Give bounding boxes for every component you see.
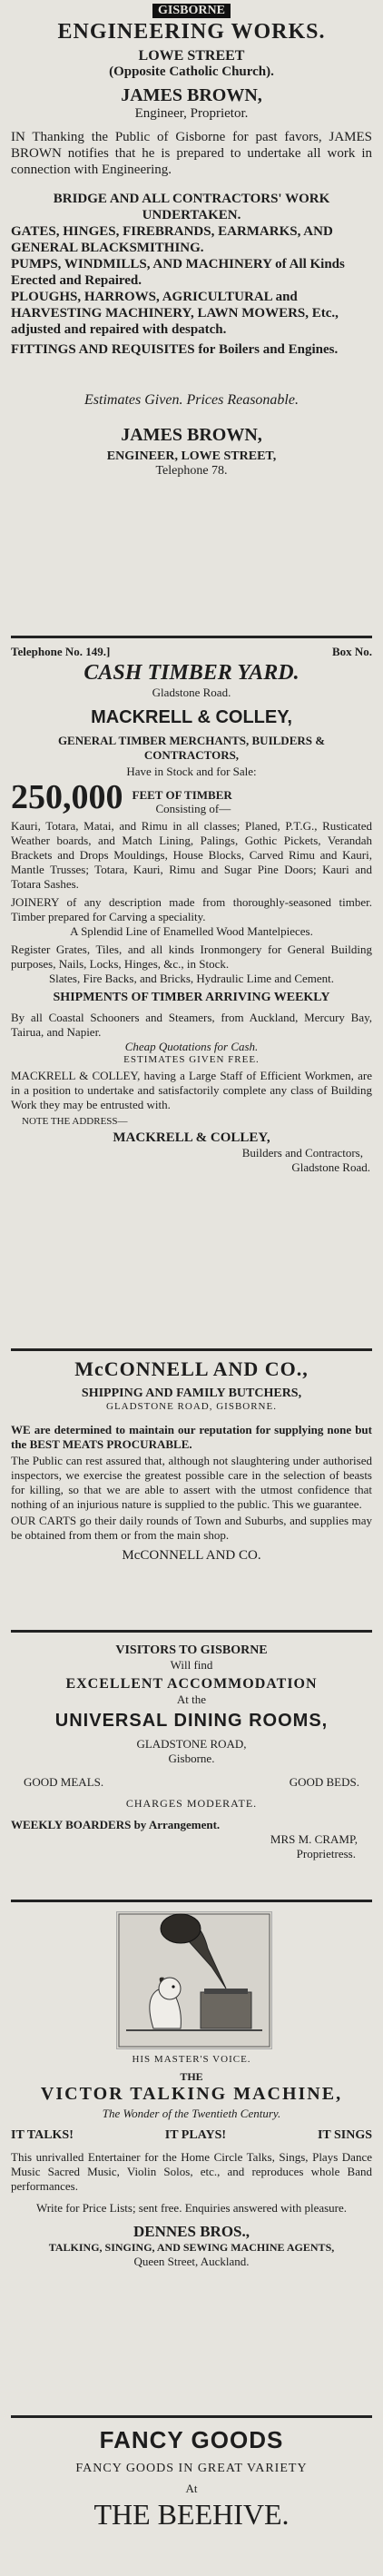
firm-description: TALKING, SINGING, AND SEWING MACHINE AGENTS,: [48, 2241, 335, 2254]
owner-role: Engineer, Proprietor.: [134, 106, 249, 121]
divider: [11, 1900, 372, 1902]
owner-name: JAMES BROWN,: [121, 85, 262, 105]
consisting-label: Consisting of—: [155, 802, 231, 815]
intro-paragraph: IN Thanking the Public of Gisborne for past favors, JAMES BROWN notifies that he is prepared to undertake all work in connection with Engineering.: [11, 130, 372, 177]
at-label: At: [185, 2482, 198, 2495]
service-item: BRIDGE AND ALL CONTRACTORS' WORK UNDERTAKEN.: [53, 192, 330, 222]
signature-line: ENGINEER, LOWE STREET,: [106, 449, 277, 463]
estimates-line: ESTIMATES GIVEN FREE.: [123, 1054, 260, 1065]
paragraph-1: WE are determined to maintain our reputation for supplying none but the BEST MEATS PROCURABLE.: [11, 1423, 372, 1451]
victor-machine-ad: [0, 2054, 383, 2269]
timber-amount: 250,000: [11, 778, 123, 816]
address: LOWE STREET: [138, 48, 245, 64]
divider: [11, 636, 372, 638]
sings-line: IT SINGS: [317, 2128, 372, 2142]
dining-rooms-ad: [0, 1643, 383, 1861]
boarders-line: WEEKLY BOARDERS by Arrangement.: [11, 1818, 221, 1831]
divider: [11, 1348, 372, 1351]
town: Gisborne.: [168, 1752, 215, 1765]
paragraph-2: The Public can rest assured that, although not slaughtering under authorised inspectors, we exercise the greatest possible care in the selection of beasts for killing, so that we are able to assert with the utmost confidence that nothing of an injurious nature is supplied to the public. This we guarantee.: [11, 1454, 372, 1511]
mantel-text: A Splendid Line of Enamelled Wood Mantelpieces.: [70, 924, 313, 938]
timber-yard-ad: [0, 645, 383, 1175]
wonder-line: The Wonder of the Twentieth Century.: [102, 2107, 281, 2120]
visitors-heading: VISITORS TO GISBORNE: [115, 1643, 268, 1657]
fancy-goods-ad: [0, 2426, 383, 2532]
beds-line: GOOD BEDS.: [289, 1775, 359, 1789]
services-list: [0, 191, 383, 358]
signature-firm: MACKRELL & COLLEY,: [113, 1130, 270, 1145]
excellent-accommodation: EXCELLENT ACCOMMODATION: [65, 1676, 318, 1692]
address-note: (Opposite Catholic Church).: [109, 64, 274, 79]
dining-rooms-name: UNIVERSAL DINING ROOMS,: [54, 1711, 329, 1731]
service-item: PUMPS, WINDMILLS, AND MACHINERY of All Kinds Erected and Repaired.: [11, 257, 345, 288]
plays-line: IT PLAYS!: [164, 2128, 227, 2142]
service-item: GATES, HINGES, FIREBRANDS, EARMARKS, AND GENERAL BLACKSMITHING.: [11, 224, 333, 255]
signature: McCONNELL AND CO.: [122, 1548, 261, 1563]
note-address: NOTE THE ADDRESS—: [22, 1116, 128, 1127]
slates-text: Slates, Fire Backs, and Bricks, Hydraulic Lime and Cement.: [48, 972, 335, 985]
telephone: Telephone 78.: [155, 464, 228, 478]
the-label: THE: [180, 2070, 203, 2083]
telephone: Telephone No. 149.]: [11, 645, 111, 658]
proprietor: MRS M. CRAMP,: [270, 1832, 358, 1846]
amount-row: [0, 779, 383, 815]
ad-subtitle: SHIPPING AND FAMILY BUTCHERS,: [81, 1387, 302, 1400]
road: Gladstone Road.: [152, 686, 231, 699]
paragraph-3: OUR CARTS go their daily rounds of Town and Suburbs, and supplies may be obtained from them or from the main shop.: [11, 1514, 372, 1542]
ad-title: VICTOR TALKING MACHINE,: [40, 2084, 343, 2104]
signature-role: Builders and Contractors,: [241, 1146, 363, 1160]
butchers-ad: [0, 1357, 383, 1564]
ad-title: FANCY GOODS: [99, 2426, 284, 2453]
divider: [11, 1630, 372, 1633]
talks-line: IT TALKS!: [11, 2128, 74, 2142]
place-heading: GISBORNE: [152, 4, 231, 18]
ad-subtitle: FANCY GOODS IN GREAT VARIETY: [75, 2462, 308, 2475]
store-name: THE BEEHIVE.: [93, 2498, 290, 2531]
estimates-line: Estimates Given. Prices Reasonable.: [84, 392, 299, 408]
firm-description: GENERAL TIMBER MERCHANTS, BUILDERS & CONTRACTORS,: [57, 734, 326, 762]
quotations-line: Cheap Quotations for Cash.: [124, 1040, 259, 1053]
amount-unit: FEET OF TIMBER: [132, 788, 232, 802]
signature-name: JAMES BROWN,: [121, 425, 262, 445]
ad-title: ENGINEERING WORKS.: [57, 20, 326, 44]
divider: [11, 2415, 372, 2418]
firm-name: MACKRELL & COLLEY,: [91, 707, 292, 727]
phonograph-illustration: [117, 1912, 271, 2048]
signature-road: Gladstone Road.: [291, 1160, 370, 1174]
shipments-title: SHIPMENTS OF TIMBER ARRIVING WEEKLY: [53, 991, 330, 1004]
firm-name: DENNES BROS.,: [133, 2223, 250, 2240]
engineering-works-ad: [0, 0, 383, 479]
service-item: FITTINGS AND REQUISITES for Boilers and Engines.: [11, 342, 339, 357]
shipments-text: By all Coastal Schooners and Steamers, from Auckland, Mercury Bay, Tairua, and Napier.: [11, 1011, 372, 1039]
joinery-text: JOINERY of any description made from thoroughly-seasoned timber. Timber prepared for Carving a speciality.: [11, 895, 372, 923]
staff-text: MACKRELL & COLLEY, having a Large Staff of Efficient Workmen, are in a position to undertake and satisfactorily complete any class of Building Work they may be entrusted with.: [11, 1069, 372, 1111]
charges-line: CHARGES MODERATE.: [125, 1797, 258, 1810]
timber-list: Kauri, Totara, Matai, and Rimu in all classes; Planed, P.T.G., Rusticated Weather boards, and Match Lining, Palings, Gothic Pickets, Verandah Brackets and Drops Mouldings, House Blocks, Carved Rimu and Kauri, Mantle Trusses; Totara, Kauri, Rimu and Sugar Pine Doors; Kauri and Totara Sashes.: [11, 819, 372, 891]
caption: HIS MASTER'S VOICE.: [132, 2054, 251, 2065]
box-number: Box No.: [331, 645, 372, 658]
stock-line: Have in Stock and for Sale:: [126, 765, 257, 778]
ad-title: McCONNELL AND CO.,: [74, 1357, 309, 1380]
write-line: Write for Price Lists; sent free. Enquiries answered with pleasure.: [35, 2201, 348, 2215]
proprietor-role: Proprietress.: [296, 1847, 356, 1860]
ad-title: CASH TIMBER YARD.: [83, 661, 300, 685]
body-text: This unrivalled Entertainer for the Home Circle Talks, Sings, Plays Dance Music Sacred Music, Violin Solos, etc., and reproduces whole Band performances.: [11, 2150, 372, 2193]
address: Queen Street, Auckland.: [133, 2255, 250, 2268]
meals-line: GOOD MEALS.: [24, 1775, 104, 1789]
grates-text: Register Grates, Tiles, and all kinds Ironmongery for General Building purposes, Nails, Locks, Hinges, &c., in Stock.: [11, 943, 372, 971]
at-the: At the: [176, 1693, 207, 1706]
will-find: Will find: [170, 1658, 213, 1672]
road: GLADSTONE ROAD, GISBORNE.: [106, 1401, 277, 1412]
service-item: PLOUGHS, HARROWS, AGRICULTURAL and HARVESTING MACHINERY, LAWN MOWERS, Etc., adjusted and repaired with despatch.: [11, 290, 339, 337]
road: GLADSTONE ROAD,: [136, 1737, 247, 1751]
phonograph-dog-icon: [116, 1911, 272, 2049]
